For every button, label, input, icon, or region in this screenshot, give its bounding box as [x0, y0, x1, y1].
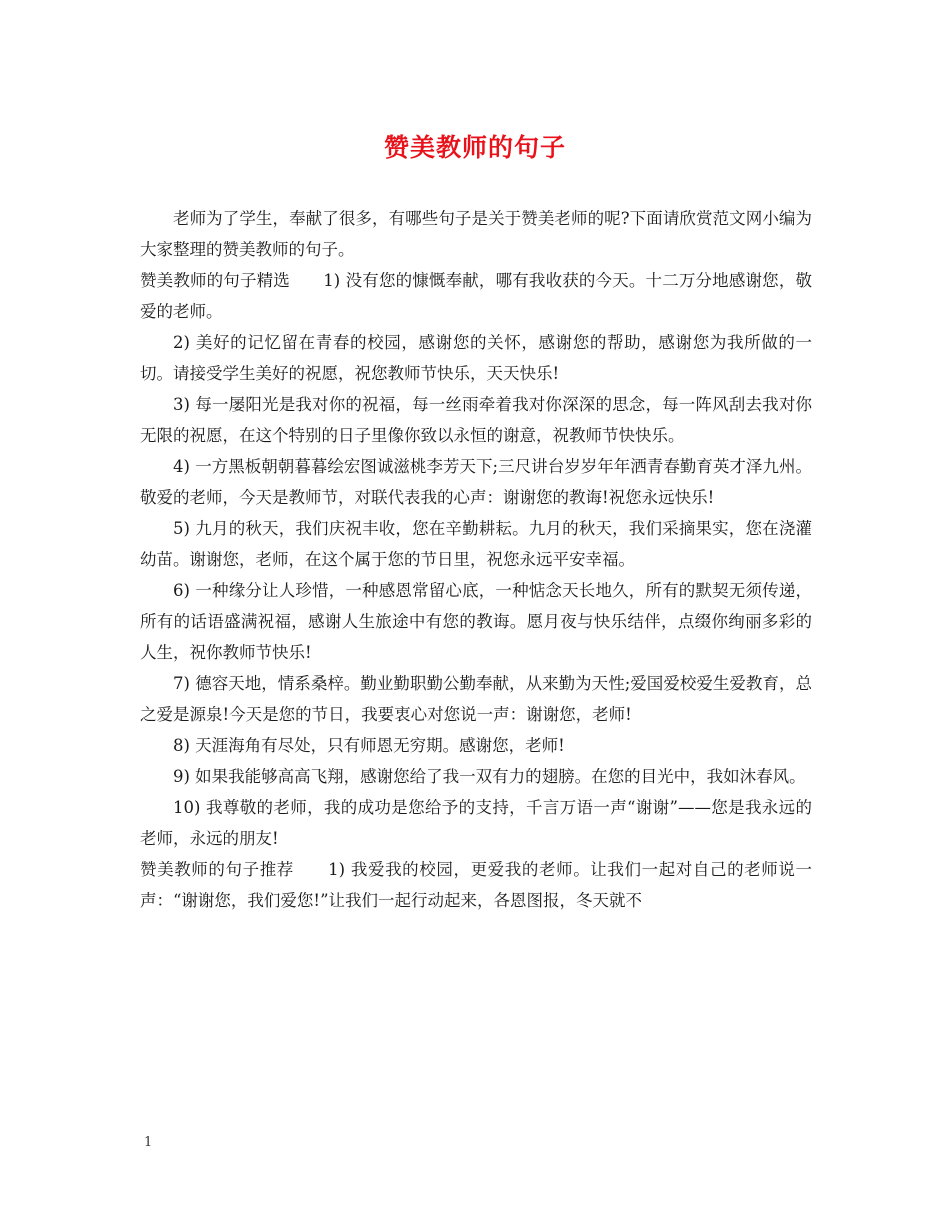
paragraph-item-10: 10) 我尊敬的老师，我的成功是您给予的支持，千言万语一声“谢谢”——您是我永远的老师，永远的朋友! [140, 798, 812, 848]
paragraph-item-5: 5) 九月的秋天，我们庆祝丰收，您在辛勤耕耘。九月的秋天，我们采摘果实，您在浇灌幼苗。谢谢您，老师，在这个属于您的节日里，祝您永远平安幸福。 [140, 519, 812, 569]
document-title: 赞美教师的句子 [383, 133, 566, 162]
page-number: 1 [144, 1135, 153, 1150]
paragraph-item-9: 9) 如果我能够高高飞翔，感谢您给了我一双有力的翅膀。在您的目光中，我如沐春风。 [173, 767, 806, 786]
document-body [140, 203, 812, 916]
paragraph-item-3: 3) 每一屡阳光是我对你的祝福，每一丝雨牵着我对你深深的思念，每一阵风刮去我对你无限的祝愿，在这个特别的日子里像你致以永恒的谢意，祝教师节快快乐。 [140, 395, 812, 445]
paragraph-section-selected: 赞美教师的句子精选 1) 没有您的慷慨奉献，哪有我收获的今天。十二万分地感谢您，敬爱的老师。 [140, 271, 812, 321]
paragraph-section-recommended: 赞美教师的句子推荐 1) 我爱我的校园，更爱我的老师。让我们一起对自己的老师说一声：“谢谢您，我们爱您!”让我们一起行动起来，各恩图报，冬天就不 [140, 860, 812, 910]
paragraph-item-7: 7) 德容天地，情系桑梓。勤业勤职勤公勤奉献，从来勤为天性;爱国爱校爱生爱教育，总之爱是源泉!今天是您的节日，我要衷心对您说一声：谢谢您，老师! [140, 674, 812, 724]
paragraph-item-2: 2) 美好的记忆留在青春的校园，感谢您的关怀，感谢您的帮助，感谢您为我所做的一切。请接受学生美好的祝愿，祝您教师节快乐，天天快乐! [140, 333, 812, 383]
paragraph-item-8: 8) 天涯海角有尽处，只有师恩无穷期。感谢您，老师! [173, 736, 565, 755]
paragraph-item-6: 6) 一种缘分让人珍惜，一种感恩常留心底，一种惦念天长地久，所有的默契无须传递，所有的话语盛满祝福，感谢人生旅途中有您的教诲。愿月夜与快乐结伴，点缀你绚丽多彩的人生，祝你教师节快乐! [140, 581, 812, 662]
paragraph-intro: 老师为了学生，奉献了很多，有哪些句子是关于赞美老师的呢?下面请欣赏范文网小编为大家整理的赞美教师的句子。 [140, 209, 812, 259]
paragraph-item-4: 4) 一方黑板朝朝暮暮绘宏图诚滋桃李芳天下;三尺讲台岁岁年年洒青春勤育英才泽九州。敬爱的老师，今天是教师节，对联代表我的心声：谢谢您的教诲!祝您永远快乐! [140, 457, 812, 507]
